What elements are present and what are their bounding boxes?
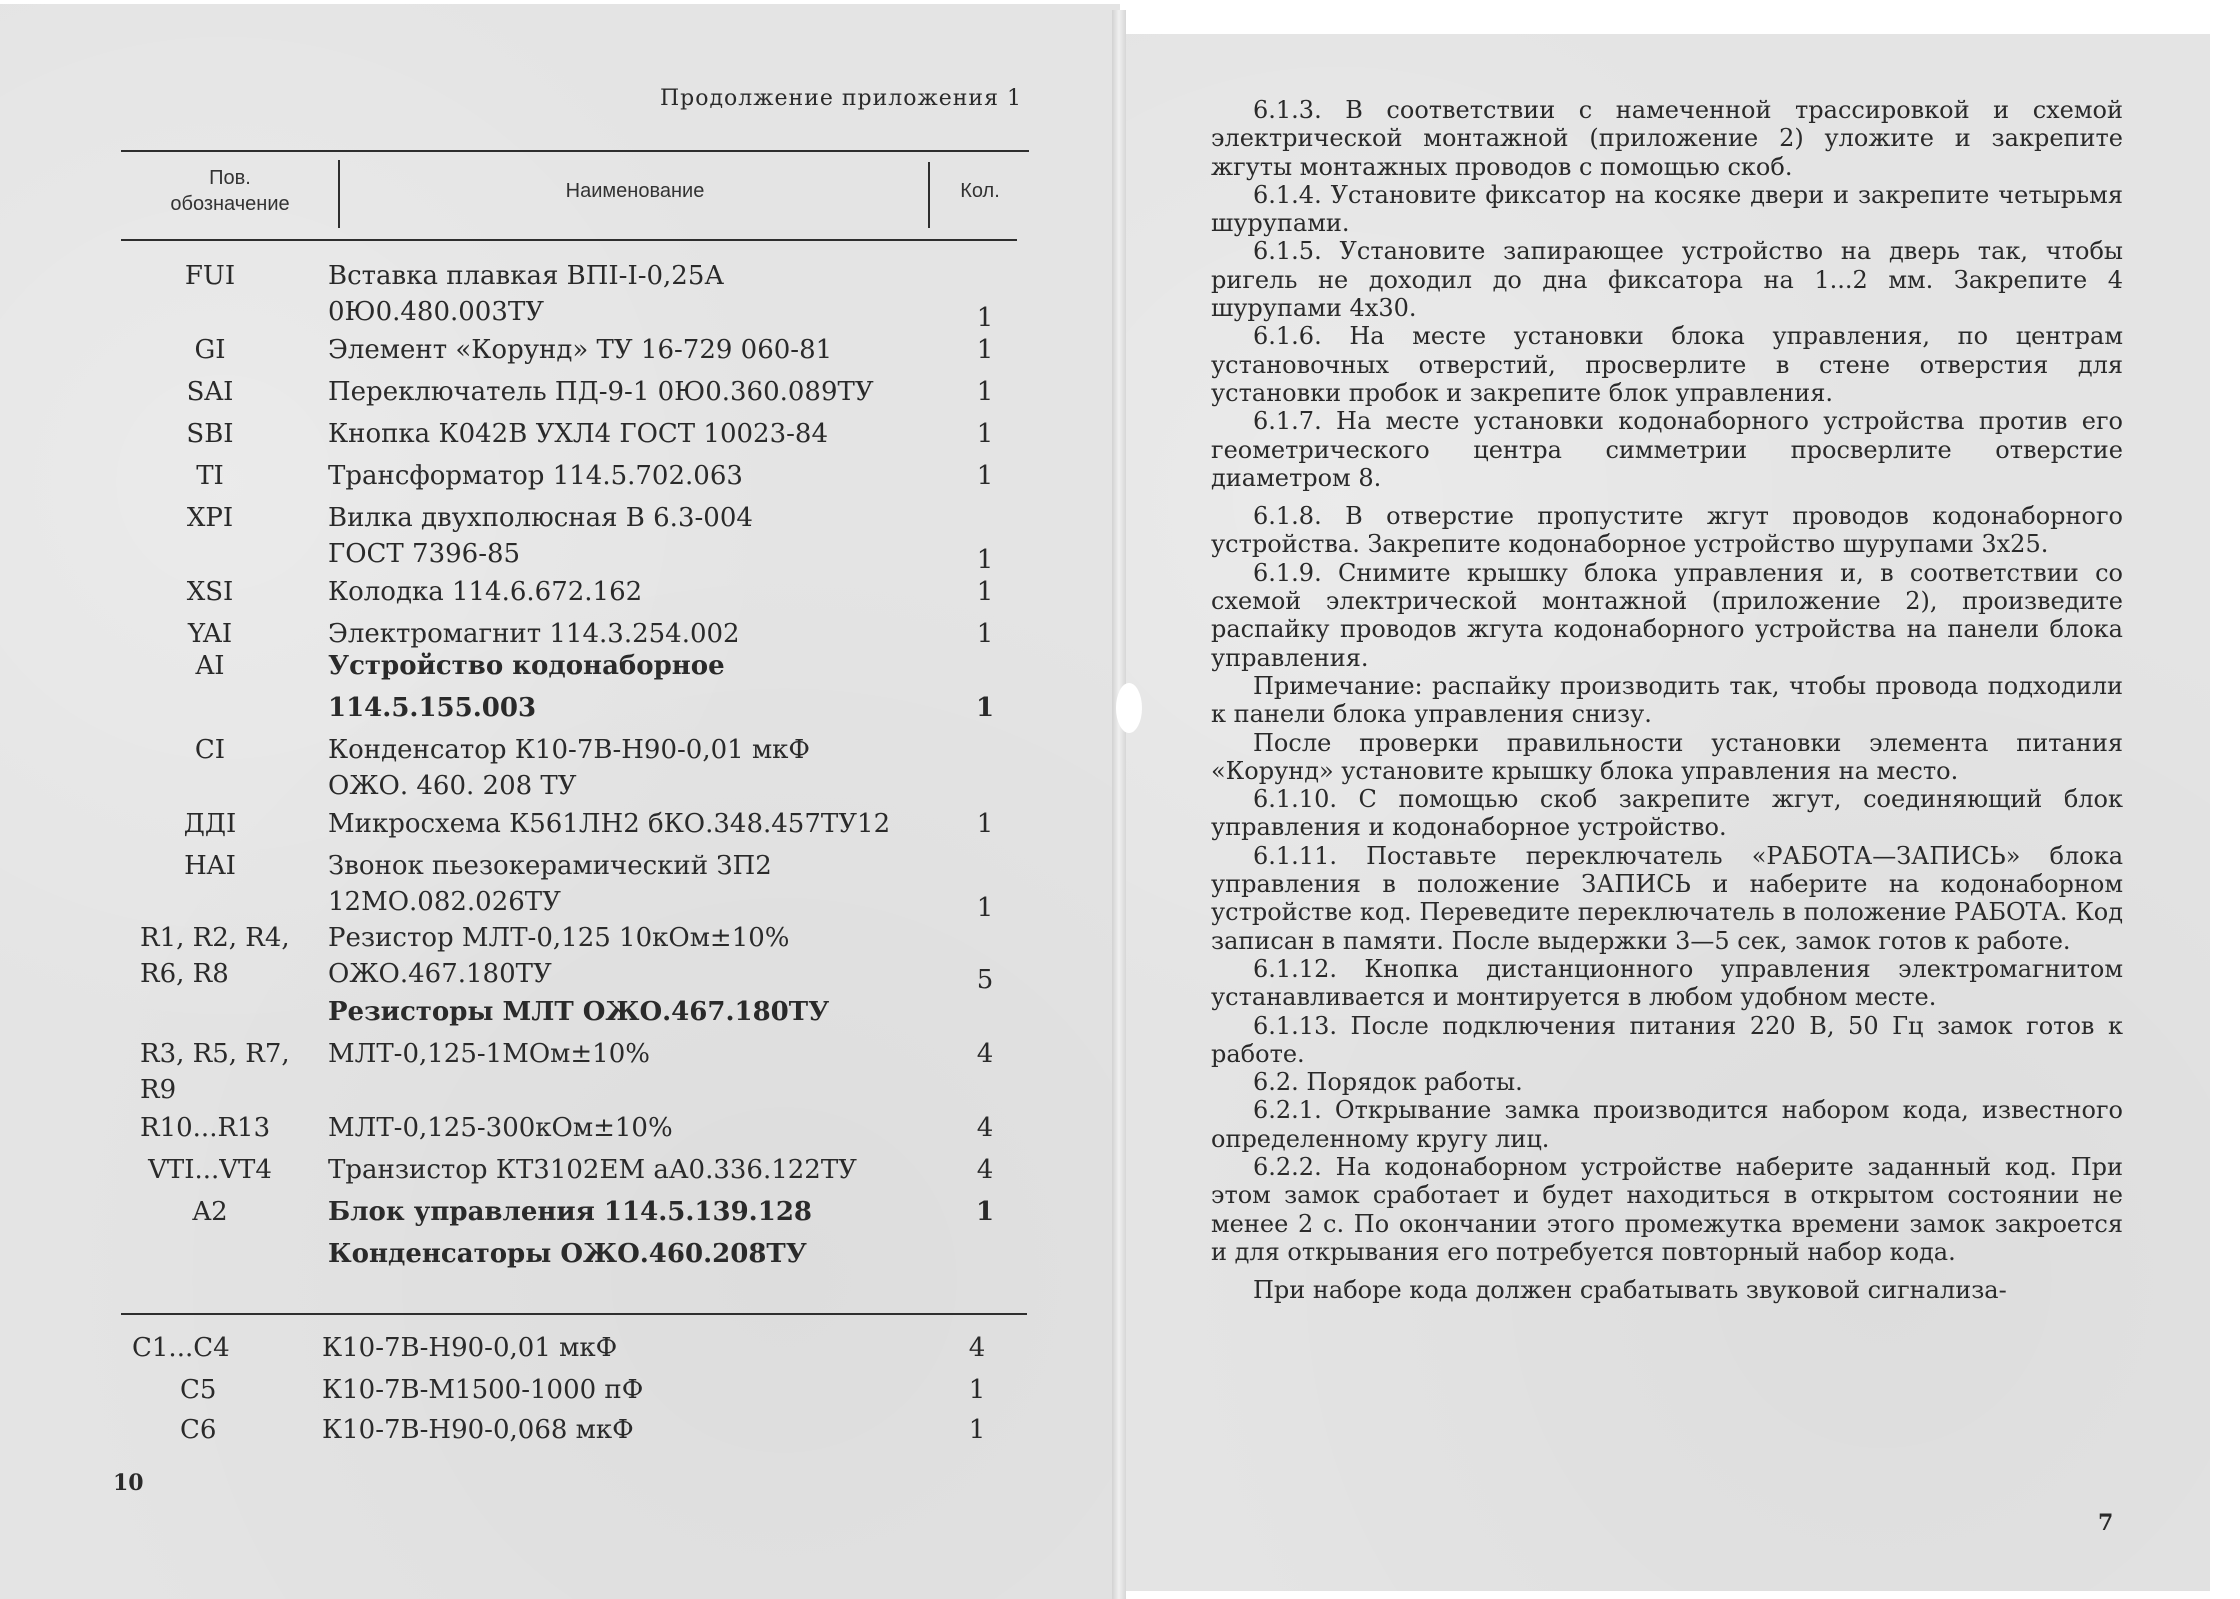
instruction-paragraph: 6.1.7. На месте установки кодонаборного устройства против его геометрического центра симметрии просверлите отверстие диаметром 8. bbox=[1211, 407, 2123, 492]
component-name: Кнопка К042В УХЛ4 ГОСТ 10023-84 bbox=[328, 419, 828, 449]
instruction-paragraph: 6.1.4. Установите фиксатор на косяке двери и закрепите четырьмя шурупами. bbox=[1211, 180, 2123, 238]
quantity: 1 bbox=[976, 335, 994, 365]
header-bottom-rule bbox=[121, 239, 1017, 241]
position-code: SBI bbox=[186, 419, 234, 449]
quantity: 1 bbox=[976, 809, 994, 839]
binding-hole bbox=[1116, 683, 1142, 733]
page-number-right: 7 bbox=[2098, 1510, 2114, 1536]
quantity: 4 bbox=[976, 1113, 994, 1143]
position-code: GI bbox=[194, 335, 226, 365]
component-name: Устройство кодонаборное bbox=[328, 651, 725, 681]
quantity: 4 bbox=[968, 1333, 986, 1363]
instruction-paragraph: 6.1.10. С помощью скоб закрепите жгут, соединяющий блок управления и кодонаборное устройство. bbox=[1211, 785, 2123, 842]
table-top-rule bbox=[121, 150, 1029, 152]
quantity: 1 bbox=[976, 377, 994, 407]
position-code: TI bbox=[196, 461, 224, 491]
position-code: C6 bbox=[180, 1415, 217, 1445]
quantity: 1 bbox=[975, 1197, 995, 1227]
quantity: 1 bbox=[976, 461, 994, 491]
component-name: Резистор МЛТ-0,125 10кОм±10% ОЖО.467.180ТУ bbox=[328, 923, 790, 989]
component-name: Резисторы МЛТ ОЖО.467.180ТУ bbox=[328, 997, 830, 1027]
quantity: 1 bbox=[975, 693, 995, 723]
component-name: К10-7В-М1500-1000 пФ bbox=[322, 1375, 644, 1405]
page-number-left: 10 bbox=[113, 1470, 144, 1496]
position-code: A2 bbox=[192, 1197, 228, 1227]
component-name: Элемент «Корунд» ТУ 16-729 060-81 bbox=[328, 335, 833, 365]
instruction-paragraph: 6.1.12. Кнопка дистанционного управления электромагнитом устанавливается и монтируется в любом удобном месте. bbox=[1211, 954, 2123, 1012]
header-qty: Кол. bbox=[960, 180, 1000, 202]
component-name: К10-7В-Н90-0,068 мкФ bbox=[322, 1415, 634, 1445]
quantity: 5 bbox=[976, 965, 994, 995]
quantity: 4 bbox=[976, 1039, 994, 1069]
quantity: 1 bbox=[976, 619, 994, 649]
position-code: CI bbox=[194, 735, 226, 765]
component-name: Вилка двухполюсная В 6.3-004 ГОСТ 7396-85 bbox=[328, 503, 753, 569]
instruction-paragraph: 6.2. Порядок работы. bbox=[1253, 1068, 1523, 1097]
instruction-paragraph: 6.1.8. В отверстие пропустите жгут проводов кодонаборного устройства. Закрепите кодонаборное устройство шурупами 3х25. bbox=[1211, 502, 2123, 559]
quantity: 1 bbox=[976, 419, 994, 449]
quantity: 1 bbox=[976, 893, 994, 923]
instruction-paragraph: 6.1.6. На месте установки блока управления, по центрам установочных отверстий, просверлите в стене отверстия для установки пробок и закрепите блок управления. bbox=[1211, 322, 2123, 407]
header-position: Пов. обозначение bbox=[170, 167, 290, 215]
book-spine bbox=[1112, 10, 1126, 1599]
header-divider-2 bbox=[928, 162, 930, 228]
position-code: C5 bbox=[180, 1375, 217, 1405]
position-code: XPI bbox=[186, 503, 234, 533]
component-name: Транзистор КТ3102ЕМ аА0.336.122ТУ bbox=[328, 1155, 857, 1185]
instruction-paragraph: 6.1.9. Снимите крышку блока управления и, в соответствии со схемой электрической монтажной (приложение 2), произведите распайку проводов жгута кодонаборного устройства на панели блока управления. bbox=[1211, 558, 2123, 672]
component-name: Переключатель ПД-9-1 0Ю0.360.089ТУ bbox=[328, 377, 874, 407]
position-code: FUI bbox=[184, 261, 236, 291]
position-code: R3, R5, R7, R9 bbox=[140, 1039, 290, 1105]
position-code: HAI bbox=[184, 851, 236, 881]
position-code: R10...R13 bbox=[140, 1113, 271, 1143]
quantity: 1 bbox=[976, 577, 994, 607]
component-name: МЛТ-0,125-300кОм±10% bbox=[328, 1113, 673, 1143]
position-code: SAI bbox=[186, 377, 234, 407]
header-name: Наименование bbox=[565, 180, 705, 202]
component-name: Конденсаторы ОЖО.460.208ТУ bbox=[328, 1239, 807, 1269]
component-name: Колодка 114.6.672.162 bbox=[328, 577, 643, 607]
instruction-paragraph: При наборе кода должен срабатывать звуковой сигнализа- bbox=[1253, 1276, 2007, 1305]
component-name: МЛТ-0,125-1МОм±10% bbox=[328, 1039, 650, 1069]
quantity: 1 bbox=[968, 1375, 986, 1405]
instruction-paragraph: После проверки правильности установки элемента питания «Корунд» установите крышку блока управления на место. bbox=[1211, 728, 2123, 785]
component-name: Конденсатор К10-7В-Н90-0,01 мкФ ОЖО. 460. 208 ТУ bbox=[328, 735, 811, 801]
component-name: 114.5.155.003 bbox=[328, 693, 537, 723]
continuation-title: Продолжение приложения 1 bbox=[660, 86, 1022, 111]
position-code: R1, R2, R4, R6, R8 bbox=[140, 923, 290, 989]
position-code: YAI bbox=[187, 619, 233, 649]
quantity: 4 bbox=[976, 1155, 994, 1185]
instruction-paragraph: 6.2.2. На кодонаборном устройстве наберите заданный код. При этом замок сработает и будет находиться в открытом состоянии не менее 2 с. По окончании этого промежутка времени замок закроется и для открывания его потребуется повторный набор кода. bbox=[1211, 1152, 2123, 1266]
component-name: Блок управления 114.5.139.128 bbox=[328, 1197, 812, 1227]
header-divider-1 bbox=[338, 160, 340, 228]
table-bottom-rule bbox=[121, 1313, 1027, 1315]
component-name: К10-7В-Н90-0,01 мкФ bbox=[322, 1333, 618, 1363]
position-code: AI bbox=[195, 651, 225, 681]
instruction-paragraph: 6.1.11. Поставьте переключатель «РАБОТА—ЗАПИСЬ» блока управления в положение ЗАПИСЬ и наберите на кодонаборном устройстве код. Переведите переключатель в положение РАБОТА. Код записан в памяти. После выдержки 3—5 сек, замок готов к работе. bbox=[1211, 841, 2123, 955]
quantity: 1 bbox=[976, 303, 994, 333]
position-code: VTI...VT4 bbox=[148, 1155, 272, 1185]
instruction-paragraph: Примечание: распайку производить так, чтобы провода подходили к панели блока управления снизу. bbox=[1211, 671, 2123, 729]
instruction-paragraph: 6.1.13. После подключения питания 220 В, 50 Гц замок готов к работе. bbox=[1211, 1011, 2123, 1068]
component-name: Микросхема К561ЛН2 бКО.348.457ТУ12 bbox=[328, 809, 891, 839]
instruction-paragraph: 6.1.3. В соответствии с намеченной трассировкой и схемой электрической монтажной (приложение 2) уложите и закрепите жгуты монтажных проводов с помощью скоб. bbox=[1211, 96, 2123, 181]
component-name: Звонок пьезокерамический ЗП2 12МО.082.026ТУ bbox=[328, 851, 772, 917]
position-code: C1...C4 bbox=[132, 1333, 230, 1363]
component-name: Трансформатор 114.5.702.063 bbox=[328, 461, 743, 491]
position-code: XSI bbox=[186, 577, 234, 607]
component-name: Электромагнит 114.3.254.002 bbox=[328, 619, 740, 649]
instruction-paragraph: 6.1.5. Установите запирающее устройство на дверь так, чтобы ригель не доходил до дна фиксатора на 1...2 мм. Закрепите 4 шурупами 4х30. bbox=[1211, 237, 2123, 323]
quantity: 1 bbox=[976, 545, 994, 575]
component-name: Вставка плавкая ВПI-I-0,25А 0Ю0.480.003ТУ bbox=[328, 261, 725, 327]
position-code: ДДI bbox=[183, 809, 237, 839]
quantity: 1 bbox=[968, 1415, 986, 1445]
instruction-paragraph: 6.2.1. Открывание замка производится набором кода, известного определенному кругу лиц. bbox=[1211, 1096, 2123, 1153]
instructions-text bbox=[1211, 96, 2123, 1304]
